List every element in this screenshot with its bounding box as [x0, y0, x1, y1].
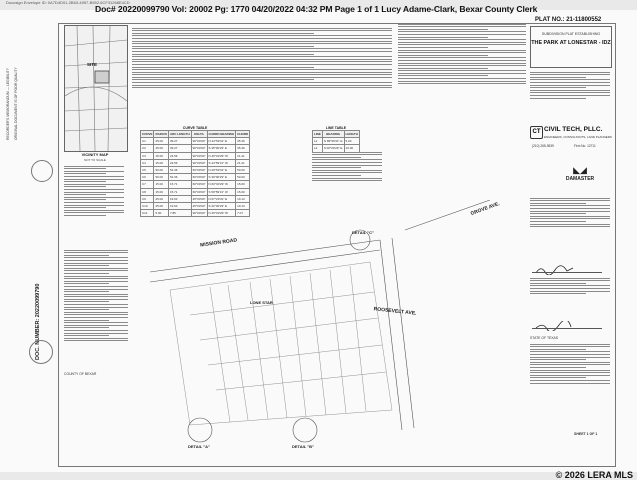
curve-table-cell: 90°00'00"	[192, 146, 206, 151]
margin-text-2: ORIGINAL DOCUMENT IS OF POOR QUALITY	[14, 67, 18, 140]
curve-table-cell: 35.36	[236, 138, 250, 145]
table-row	[141, 166, 250, 173]
curve-table-cell: C10	[141, 202, 154, 209]
curve-table-cell: 35.36	[236, 145, 250, 152]
curve-table-cell: S 45°00'29" E	[207, 145, 236, 152]
vicinity-map	[64, 25, 128, 152]
civil-tech-logo: CT	[530, 126, 543, 139]
line-table-cell: 5.00	[344, 138, 359, 145]
engineer-name: CIVIL TECH, PLLC.	[544, 126, 603, 133]
engineer-phone: (210) 265-9539	[532, 144, 554, 148]
vicinity-map-note: NOT TO SCALE	[84, 158, 106, 162]
curve-table-cell: 90°00'00"	[192, 139, 206, 144]
curve-table-header-cell: CURVE	[142, 132, 153, 137]
certification-block	[530, 196, 610, 258]
road-mission: MISSION ROAD	[199, 237, 238, 249]
line-table	[312, 126, 360, 153]
curve-table-cell: 15.71	[168, 181, 191, 188]
curve-table-cell: 21.21	[236, 152, 250, 159]
curve-table-cell: 25.00	[154, 138, 169, 145]
sheet-label: SHEET 1 OF 1	[574, 432, 598, 436]
curve-table-cell: 60°00'00"	[192, 168, 206, 173]
curve-table-cell: 21.21	[236, 159, 250, 166]
engineer-firm-number: Firm No. 12711	[574, 144, 596, 148]
line-table-cell: L2	[313, 145, 323, 152]
line-table-header-cell: LENGTH	[345, 132, 358, 137]
signature-line-1	[532, 272, 602, 273]
curve-table-cell: S 30°00'29" E	[207, 174, 236, 181]
curve-table-cell: 19.13	[236, 202, 250, 209]
curve-table-cell: 50.00	[236, 166, 250, 173]
curve-table-cell: 39.27	[168, 138, 191, 145]
curve-table-header-cell: CHORD	[237, 132, 249, 137]
county-label-left: COUNTY OF BEXAR	[64, 372, 97, 376]
curve-table-cell: 60°00'00"	[192, 175, 206, 180]
legal-description	[530, 70, 610, 122]
mls-watermark: © 2026 LERA MLS	[555, 470, 633, 480]
curve-table-cell: N 60°00'29" W	[207, 181, 236, 188]
curve-table-cell: 7.07	[236, 210, 250, 217]
curve-table-cell: N 45°00'29" W	[207, 152, 236, 159]
plat-drawing	[130, 200, 525, 455]
engineer-subtitle: ENGINEERS, CONSULTANTS, LAND PLANNERS	[544, 135, 612, 139]
title-line-2: THE PARK AT LONESTAR - IDZ	[531, 40, 611, 46]
curve-table-cell: C3	[141, 152, 154, 159]
curve-table-cell: 19.63	[168, 195, 191, 202]
table-row	[141, 188, 250, 195]
curve-table-cell: 15.00	[154, 188, 169, 195]
curve-table-cell: 50.00	[236, 174, 250, 181]
curve-table-cell: 15.00	[236, 188, 250, 195]
curve-table-cell: 52.36	[168, 174, 191, 181]
left-margin	[5, 20, 55, 460]
curve-table-cell: C5	[141, 166, 154, 173]
curve-table-cell: N 44°59'31" E	[207, 138, 236, 145]
title-block	[530, 26, 612, 68]
curve-table-cell: 50.00	[154, 174, 169, 181]
title-line-1: SUBDIVISION PLAT ESTABLISHING	[541, 32, 601, 36]
surveyor-logo	[560, 165, 600, 182]
detail-a-label: DETAIL "A"	[188, 444, 210, 449]
curve-table-cell: 19.13	[236, 195, 250, 202]
vicinity-map-title: VICINITY MAP	[81, 152, 109, 157]
curve-table-cell: C6	[141, 174, 154, 181]
line-table-header-cell: BEARING	[322, 131, 344, 138]
table-row	[141, 159, 250, 166]
curve-table-cell: 15.00	[154, 159, 169, 166]
curve-table-cell: C8	[141, 188, 154, 195]
table-row	[141, 181, 250, 188]
curve-table-cell: 15.00	[236, 181, 250, 188]
curve-table-cell: S 22°30'29" E	[207, 202, 236, 209]
surveyor-certification	[530, 276, 610, 316]
curve-table-cell: 23.56	[168, 159, 191, 166]
site-label: SITE	[87, 62, 98, 67]
table-row	[141, 152, 250, 159]
curve-table-cell: S 44°59'31" W	[207, 159, 236, 166]
curve-table-cell: 39.27	[168, 145, 191, 152]
line-table-cell: S 00°00'29" E	[323, 146, 343, 151]
curve-table-cell: N 29°59'31" E	[207, 166, 236, 173]
vicinity-map-drawing	[65, 26, 127, 151]
curve-table-cell: 45°00'00"	[192, 203, 206, 208]
surveyor-signature	[535, 318, 575, 328]
line-table-title: LINE TABLE	[325, 126, 347, 130]
line-table-cell: L1	[313, 138, 323, 145]
curve-table-cell: C7	[141, 181, 154, 188]
line-table-cell: N 89°59'31" E	[323, 139, 343, 144]
envelope-id: Docusign Envelope ID: 0A7D4D91-2B63-4957-B952-6CF31268E4CD	[6, 0, 130, 5]
curve-table-cell: N 45°00'29" W	[207, 210, 236, 217]
road-grove: GROVE AVE.	[469, 200, 501, 218]
curve-table-cell: 45°00'00"	[192, 196, 206, 201]
table-row	[141, 145, 250, 152]
table-row	[313, 138, 360, 145]
curve-table-cell: C9	[141, 195, 154, 202]
surveyor-mark-icon: ◣◢	[573, 165, 587, 175]
curve-table-cell: 15.71	[168, 188, 191, 195]
curve-table-cell: 90°00'00"	[192, 153, 206, 158]
curve-table-cell: S 59°59'31" W	[207, 188, 236, 195]
curve-table-cell: 60°00'00"	[192, 189, 206, 194]
curve-table-cell: 25.00	[154, 202, 169, 209]
curve-table-cell: 50.00	[154, 166, 169, 173]
engineer-signature	[535, 262, 575, 272]
road-roosevelt: ROOSEVELT AVE.	[373, 306, 417, 317]
curve-table-cell: C2	[141, 145, 154, 152]
curve-table-cell: 19.63	[168, 202, 191, 209]
detail-b-label: DETAIL "B"	[292, 444, 314, 449]
curve-table-cell: N 67°29'31" E	[207, 195, 236, 202]
county-seal-stamp	[31, 160, 53, 182]
detail-c-label: DETAIL "C"	[352, 230, 374, 235]
recording-header: Doc# 20220099790 Vol: 20002 Pg: 1770 04/20/2022 04:32 PM Page 1 of 1 Lucy Adame-Clark, Bexar County Clerk	[95, 4, 538, 14]
plat-number: PLAT NO.: 21-11800552	[535, 17, 602, 23]
surveyor-brand: DAMASTER	[565, 176, 595, 182]
curve-table-cell: 15.00	[154, 181, 169, 188]
line-table-header-cell: LINE	[314, 132, 321, 137]
legend-block	[64, 164, 124, 244]
engineer-block	[530, 126, 610, 160]
curve-table-cell: 23.56	[168, 152, 191, 159]
floodplain-notes	[64, 248, 128, 448]
curve-table-cell: 5.00	[154, 210, 169, 217]
surveyor-notes	[398, 22, 526, 124]
curve-table-cell: 7.85	[168, 210, 191, 217]
clerk-certification	[530, 342, 610, 422]
notary-seal-stamp	[29, 340, 53, 364]
curve-table-header-cell: CHORD BEARING	[208, 132, 235, 137]
margin-text-1: RECORDER'S MEMORANDUM — LEGIBILITY	[6, 67, 10, 140]
table-row	[141, 174, 250, 181]
curve-table-cell: 90°00'00"	[192, 160, 206, 165]
curve-table-cell: 60°00'00"	[192, 182, 206, 187]
curve-table-cell: C1	[141, 138, 154, 145]
curve-table-cell: 52.36	[168, 166, 191, 173]
curve-table-cell: 90°00'00"	[192, 211, 206, 216]
table-row	[141, 138, 250, 145]
state-label: STATE OF TEXAS	[530, 336, 559, 340]
curve-table-header-cell: ARC LENGTH	[169, 132, 190, 137]
curve-table-cell: 25.00	[154, 145, 169, 152]
curve-table-header-cell: DELTA	[191, 131, 207, 138]
road-lone-star: LONE STAR	[250, 300, 273, 305]
curve-table-cell: C4	[141, 159, 154, 166]
curve-table-cell: 25.00	[154, 195, 169, 202]
curve-table-cell: C11	[141, 210, 154, 217]
vertical-doc-number: DOC. NUMBER: 20220099790	[35, 283, 41, 360]
curve-table-header-cell: RADIUS	[155, 132, 167, 137]
curve-table-title: CURVE TABLE	[182, 126, 208, 130]
line-table-cell: 10.00	[344, 145, 359, 152]
signature-line-2	[532, 328, 602, 329]
general-notes	[132, 26, 392, 124]
curve-table-cell: 15.00	[154, 152, 169, 159]
